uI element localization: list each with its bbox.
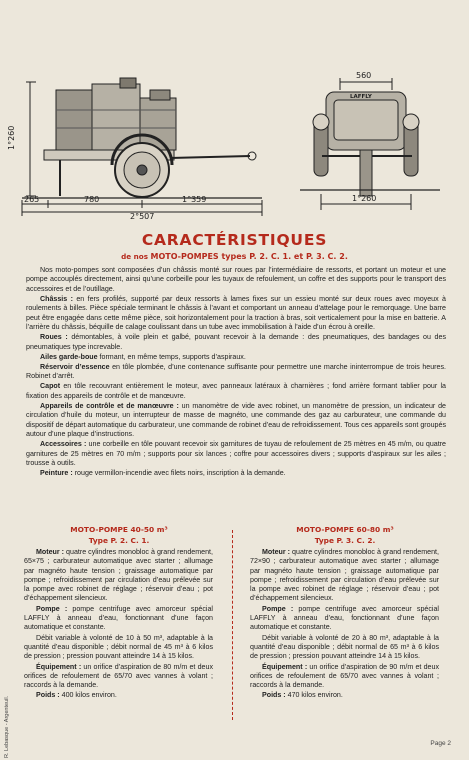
dim-780-label: 780 <box>84 195 100 204</box>
side-view <box>22 78 262 216</box>
subtitle-prefix: de nos <box>121 252 151 261</box>
section-paragraph <box>26 333 446 352</box>
spec-text: pompe centrifuge avec amorceur spécial LAFFLY à anneau d’eau, fonctionnant d’une façon automatique et constante. <box>24 604 213 632</box>
dim-2507-label: 2°507 <box>130 212 155 221</box>
spec-label: Poids : <box>262 691 286 700</box>
spec-paragraph <box>250 605 439 633</box>
pump-trailer-drawing <box>0 0 469 222</box>
spec-paragraph <box>24 663 213 691</box>
spec-text: 470 kilos environ. <box>285 691 343 700</box>
spec-text: un orifice d’aspiration de 80 m/m et deux orifices de refoulement de 65/70 avec vannes à volant ; raccords à la demande. <box>24 662 213 690</box>
section-paragraph <box>26 469 446 478</box>
machine-brand-label: LAFFLY <box>350 94 372 100</box>
section-paragraph <box>26 295 446 333</box>
spec-text: 400 kilos environ. <box>59 691 117 700</box>
spec-paragraph <box>250 663 439 691</box>
section-label: Accessoires : <box>40 440 87 449</box>
section-text: un manomètre de vide avec robinet, un manomètre de pression, un indicateur de circulation d’huile du moteur, un interrupteur de masse de magnéto, une commande des gaz au carburateur, une commande du dispositif de départ automatique du carburateur, une commande de robinet d’eau de refroidissement. Tous ces appareils sont groupés autour d’une plaque d’instructions. <box>26 401 446 439</box>
section-text: en tôle plombée, d’une contenance suffisante pour permettre une marche ininterrompue de trois heures. Robinet d’arrêt. <box>26 362 446 381</box>
dim-265-label: 265 <box>24 195 40 204</box>
section-text: démontables, à voile plein et galbé, pouvant recevoir à la demande : des pneumatiques, des bandages ou des pneumatiques type increvable. <box>26 333 446 351</box>
dim-560-label: 560 <box>356 71 372 80</box>
section-paragraph <box>26 382 446 401</box>
section-label: Réservoir d’essence <box>40 362 110 371</box>
dim-1260-front-label: 1°260 <box>352 194 377 203</box>
characteristics-text <box>26 266 446 479</box>
right-model-name: MOTO-POMPE 60-80 m³ <box>296 525 394 534</box>
left-model-specs <box>24 548 213 702</box>
intro-paragraph: Nos moto-pompes sont composées d’un châssis monté sur roues par l’intermédiaire de ressorts, et portant un moteur et une pompe accouplés directement, ainsi qu’une corbeille pour les tuyaux de refoulement, un coffre et des supports pour le transport des accessoires et de l’outillage. <box>26 266 446 293</box>
spec-label: Équipement : <box>262 662 308 671</box>
spec-text: Débit variable à volonté de 10 à 50 m³, adaptable à la quantité d’eau disponible ; débit normal de 45 m³ à 6 kilos de pression ; pression pouvant atteindre 14 à 15 kilos. <box>24 633 213 661</box>
section-text: en tôle recouvrant entièrement le moteur, avec panneaux latéraux à charnières ; fond arrière formant tablier pour la fixation des appareils de contrôle et de manœuvre. <box>26 382 446 400</box>
page-title: CARACTÉRISTIQUES <box>141 231 328 249</box>
spec-label: Pompe : <box>262 604 294 613</box>
spec-text: Débit variable à volonté de 20 à 80 m³, adaptable à la quantité d’eau disponible ; débit normal de 65 m³ à 6 kilos de pression ; pression pouvant atteindre 14 à 15 kilos. <box>250 633 439 661</box>
section-paragraph <box>26 353 446 362</box>
section-label: Châssis : <box>40 294 73 303</box>
spec-text: quatre cylindres monobloc à grand rendement, 72×90 ; carburateur automatique avec starter ; allumage par magnéto haute tension ; graissage automatique par pompe ; refroidissement par circulation d’eau prélevée sur la pompe avec robinet de réglage ; réservoir d’eau ; pot d’échappement silencieux. <box>250 548 439 603</box>
spec-label: Moteur : <box>262 548 291 556</box>
printer-credit-text: R. Lebasque - Argenteuil. <box>4 695 10 758</box>
section-label: Appareils de contrôle et de manœuvre : <box>40 401 179 410</box>
column-divider <box>232 530 233 720</box>
left-model-heading <box>24 525 214 545</box>
section-text: en fers profilés, supporté par deux ressorts à lames fixes sur un essieu monté sur deux roues avec moyeux à roulements à billes. Pièce spéciale terminant le châssis à l’avant et comportant un anneau d’attelage pour le remorquage. Une barre peut être engagée dans cette même pièce, soit horizontalement pour la traction à bras, soit verticalement pour la mise en batterie. A l’arrière du châssis, béquille de calage coulissant dans un tube avec immobilisation à l’aide d’un écrou à oreille. <box>26 294 446 332</box>
spec-label: Équipement : <box>36 662 82 671</box>
section-paragraph <box>26 363 446 382</box>
dim-1359-label: 1°359 <box>182 195 207 204</box>
spec-paragraph <box>24 605 213 633</box>
spec-label: Pompe : <box>36 604 68 613</box>
section-label: Peinture : <box>40 469 73 478</box>
section-text: formant, en même temps, supports d’aspiraux. <box>97 352 246 361</box>
spec-paragraph <box>250 548 439 604</box>
right-model-specs <box>250 548 439 702</box>
spec-paragraph <box>250 634 439 662</box>
left-model-name: MOTO-POMPE 40-50 m³ <box>70 525 168 534</box>
page-number: Page 2 <box>430 740 451 747</box>
section-text: une corbeille en tôle pouvant recevoir six garnitures de tuyau de refoulement de 25 mètres en 45 m/m, ou quatre garnitures de 25 mètres en 70 m/m ; supports pour six lances ; coffre pour accessoires divers ; supports d’aspiraux sur les ailes ; trousse à outils. <box>26 440 446 468</box>
section-label: Ailes garde-boue <box>40 352 98 361</box>
printer-credit <box>4 688 14 758</box>
left-model-type: Type P. 2. C. 1. <box>88 536 150 545</box>
spec-paragraph <box>24 691 213 700</box>
dim-height-label: 1°260 <box>7 125 16 150</box>
spec-text: un orifice d’aspiration de 90 m/m et deux orifices de refoulement de 65/70 avec vannes à volant ; raccords à la demande. <box>250 662 439 690</box>
spec-label: Moteur : <box>36 548 65 556</box>
section-text: rouge vermillon-incendie avec filets noirs, inscription à la demande. <box>72 469 286 478</box>
spec-paragraph <box>250 691 439 700</box>
page-subtitle <box>0 252 469 261</box>
section-label: Roues : <box>40 333 68 342</box>
spec-paragraph <box>24 634 213 662</box>
subtitle-models: MOTO-POMPES types P. 2. C. 1. et P. 3. C. 2. <box>150 252 348 261</box>
right-model-heading <box>250 525 440 545</box>
section-paragraph <box>26 402 446 440</box>
spec-text: pompe centrifuge avec amorceur spécial LAFFLY à anneau d’eau, fonctionnant d’une façon automatique et constante. <box>250 604 439 632</box>
section-label: Capot <box>40 382 61 391</box>
spec-label: Poids : <box>36 691 60 700</box>
spec-paragraph <box>24 548 213 604</box>
section-paragraph <box>26 440 446 468</box>
right-model-type: Type P. 3. C. 2. <box>314 536 376 545</box>
spec-text: quatre cylindres monobloc à grand rendement, 65×75 ; carburateur automatique avec starter ; allumage par magnéto haute tension ; graissage automatique par pompe ; refroidissement par circulation d’eau prélevée sur la pompe avec robinet de réglage ; réservoir d’eau ; pot d’échappement silencieux. <box>24 548 213 603</box>
